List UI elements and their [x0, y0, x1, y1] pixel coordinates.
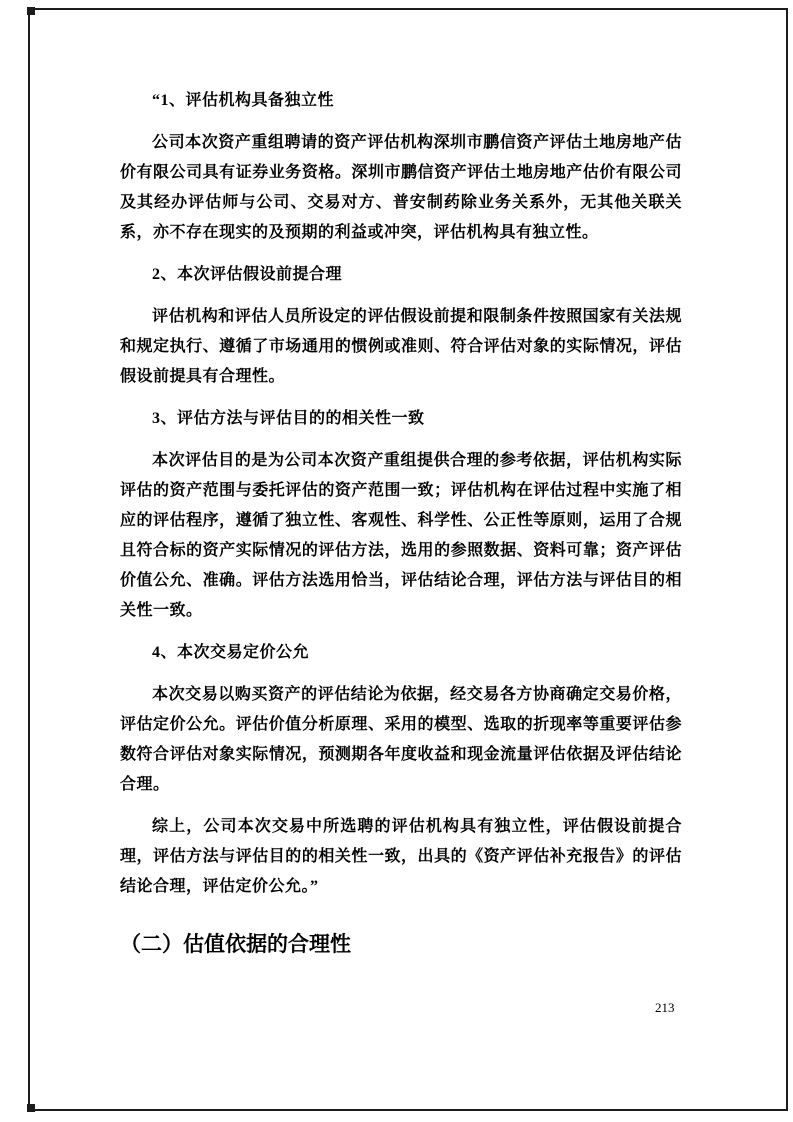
section-1-paragraph: 公司本次资产重组聘请的资产评估机构深圳市鹏信资产评估土地房地产估价有限公司具有证券业务资格。深圳市鹏信资产评估土地房地产估价有限公司及其经办评估师与公司、交易对方、普安制药除业务关系外，无其他关联关系，亦不存在现实的及预期的利益或冲突，评估机构具有独立性。	[120, 134, 682, 241]
section-2-heading: 2、本次评估假设前提合理	[152, 266, 343, 283]
page-content	[120, 86, 682, 960]
section-3-paragraph: 本次评估目的是为公司本次资产重组提供合理的参考依据，评估机构实际评估的资产范围与委托评估的资产范围一致；评估机构在评估过程中实施了相应的评估程序，遵循了独立性、客观性、科学性、公正性等原则，运用了合规且符合标的资产实际情况的评估方法，选用的参照数据、资料可靠；资产评估价值公允、准确。评估方法选用恰当，评估结论合理，评估方法与评估目的相关性一致。	[120, 452, 682, 619]
section-1-heading: “1、评估机构具备独立性	[152, 92, 335, 109]
section-3-heading: 3、评估方法与评估目的的相关性一致	[152, 410, 425, 427]
section-4-paragraph: 本次交易以购买资产的评估结论为依据，经交易各方协商确定交易价格，评估定价公允。评估价值分析原理、采用的模型、选取的折现率等重要评估参数符合评估对象实际情况，预测期各年度收益和现金流量评估依据及评估结论合理。	[120, 686, 682, 793]
page-number: 213	[655, 1000, 675, 1015]
section-2-paragraph: 评估机构和评估人员所设定的评估假设前提和限制条件按照国家有关法规和规定执行、遵循了市场通用的惯例或准则、符合评估对象的实际情况，评估假设前提具有合理性。	[120, 308, 682, 385]
section-4-heading: 4、本次交易定价公允	[152, 644, 310, 661]
closing-paragraph: 综上，公司本次交易中所选聘的评估机构具有独立性，评估假设前提合理，评估方法与评估目的的相关性一致，出具的《资产评估补充报告》的评估结论合理，评估定价公允。”	[120, 818, 682, 895]
subsection-title: （二）估值依据的合理性	[120, 933, 351, 956]
